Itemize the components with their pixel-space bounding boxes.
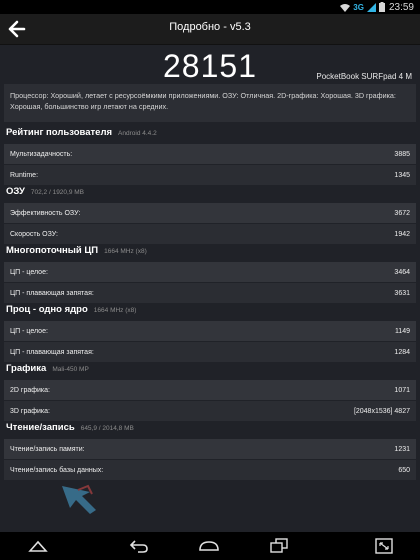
nav-home-button[interactable]	[198, 537, 220, 555]
row-label: 3D графика:	[10, 407, 50, 415]
result-row	[4, 144, 416, 164]
row-value: 3631	[394, 289, 410, 297]
row-label: ЦП - плавающая запятая:	[10, 289, 94, 297]
back-icon	[128, 537, 150, 555]
result-row	[4, 262, 416, 282]
section-title: Чтение/запись	[6, 422, 75, 433]
row-value: 650	[398, 466, 410, 474]
action-bar	[0, 14, 420, 45]
arrow-up-icon	[27, 537, 49, 555]
clock: 23:59	[388, 1, 414, 13]
row-label: Мультизадачность:	[10, 150, 73, 158]
result-row	[4, 165, 416, 185]
section-header-single-core	[4, 304, 416, 320]
row-label: Эффективность ОЗУ:	[10, 209, 81, 217]
row-value: 3672	[394, 209, 410, 217]
row-label: Скорость ОЗУ:	[10, 230, 59, 238]
row-value: 1231	[394, 445, 410, 453]
watermark-logo	[56, 482, 102, 516]
section-header-read-write	[4, 422, 416, 438]
status-bar	[0, 0, 420, 14]
network-type: 3G	[353, 2, 364, 12]
result-row	[4, 342, 416, 362]
section-title: Рейтинг пользователя	[6, 127, 113, 138]
section-subtitle: Android 4.4.2	[118, 130, 157, 137]
battery-icon	[379, 2, 385, 12]
section-header-multicore-cpu	[4, 245, 416, 261]
section-subtitle: 1664 MHz (x8)	[93, 307, 137, 314]
result-row	[4, 203, 416, 223]
fullscreen-icon	[373, 537, 395, 555]
result-row	[4, 460, 416, 480]
result-row	[4, 224, 416, 244]
section-title: Многопоточный ЦП	[6, 245, 99, 256]
section-header-ram	[4, 186, 416, 202]
row-label: Чтение/запись базы данных:	[10, 466, 104, 474]
row-value: [2048x1536] 4827	[353, 407, 410, 415]
section-header-graphics	[4, 363, 416, 379]
row-label: Runtime:	[10, 171, 39, 179]
summary-text: Процессор: Хороший, летает с ресурсоёмкими приложениями. ОЗУ: Отличная. 2D-графика: Хорошая. 3D графика: Хорошая, большинство игр летают на средних.	[4, 84, 416, 122]
recent-apps-icon	[268, 537, 290, 555]
row-value: 3464	[394, 268, 410, 276]
result-row	[4, 380, 416, 400]
device-name: PocketBook SURFpad 4 M	[316, 72, 412, 81]
signal-icon	[367, 3, 376, 12]
result-row	[4, 439, 416, 459]
section-subtitle: 702,2 / 1920,9 MB	[30, 189, 85, 196]
result-row	[4, 321, 416, 341]
row-label: ЦП - целое:	[10, 327, 48, 335]
section-title: ОЗУ	[6, 186, 25, 197]
result-row	[4, 283, 416, 303]
section-subtitle: Mali-450 MP	[52, 366, 89, 373]
nav-up-button[interactable]	[27, 537, 49, 555]
section-subtitle: 645,9 / 2014,8 MB	[80, 425, 134, 432]
row-value: 1071	[394, 386, 410, 394]
total-score: 28151	[163, 48, 257, 84]
nav-back-button[interactable]	[128, 537, 150, 555]
row-value: 1345	[394, 171, 410, 179]
section-header-user-rating	[4, 127, 416, 143]
wifi-icon	[340, 3, 350, 12]
row-value: 1284	[394, 348, 410, 356]
row-label: Чтение/запись памяти:	[10, 445, 85, 453]
row-label: 2D графика:	[10, 386, 50, 394]
row-value: 3885	[394, 150, 410, 158]
nav-fullscreen-button[interactable]	[373, 537, 395, 555]
row-value: 1149	[394, 327, 410, 335]
page-title: Подробно - v5.3	[169, 21, 251, 33]
section-title: Графика	[6, 363, 47, 374]
row-label: ЦП - плавающая запятая:	[10, 348, 94, 356]
home-icon	[198, 537, 220, 555]
section-subtitle: 1664 MHz (x8)	[104, 248, 147, 255]
result-row	[4, 401, 416, 421]
navigation-bar	[0, 532, 420, 560]
row-label: ЦП - целое:	[10, 268, 48, 276]
nav-recent-button[interactable]	[268, 537, 290, 555]
section-title: Проц - одно ядро	[6, 304, 88, 315]
row-value: 1942	[394, 230, 410, 238]
